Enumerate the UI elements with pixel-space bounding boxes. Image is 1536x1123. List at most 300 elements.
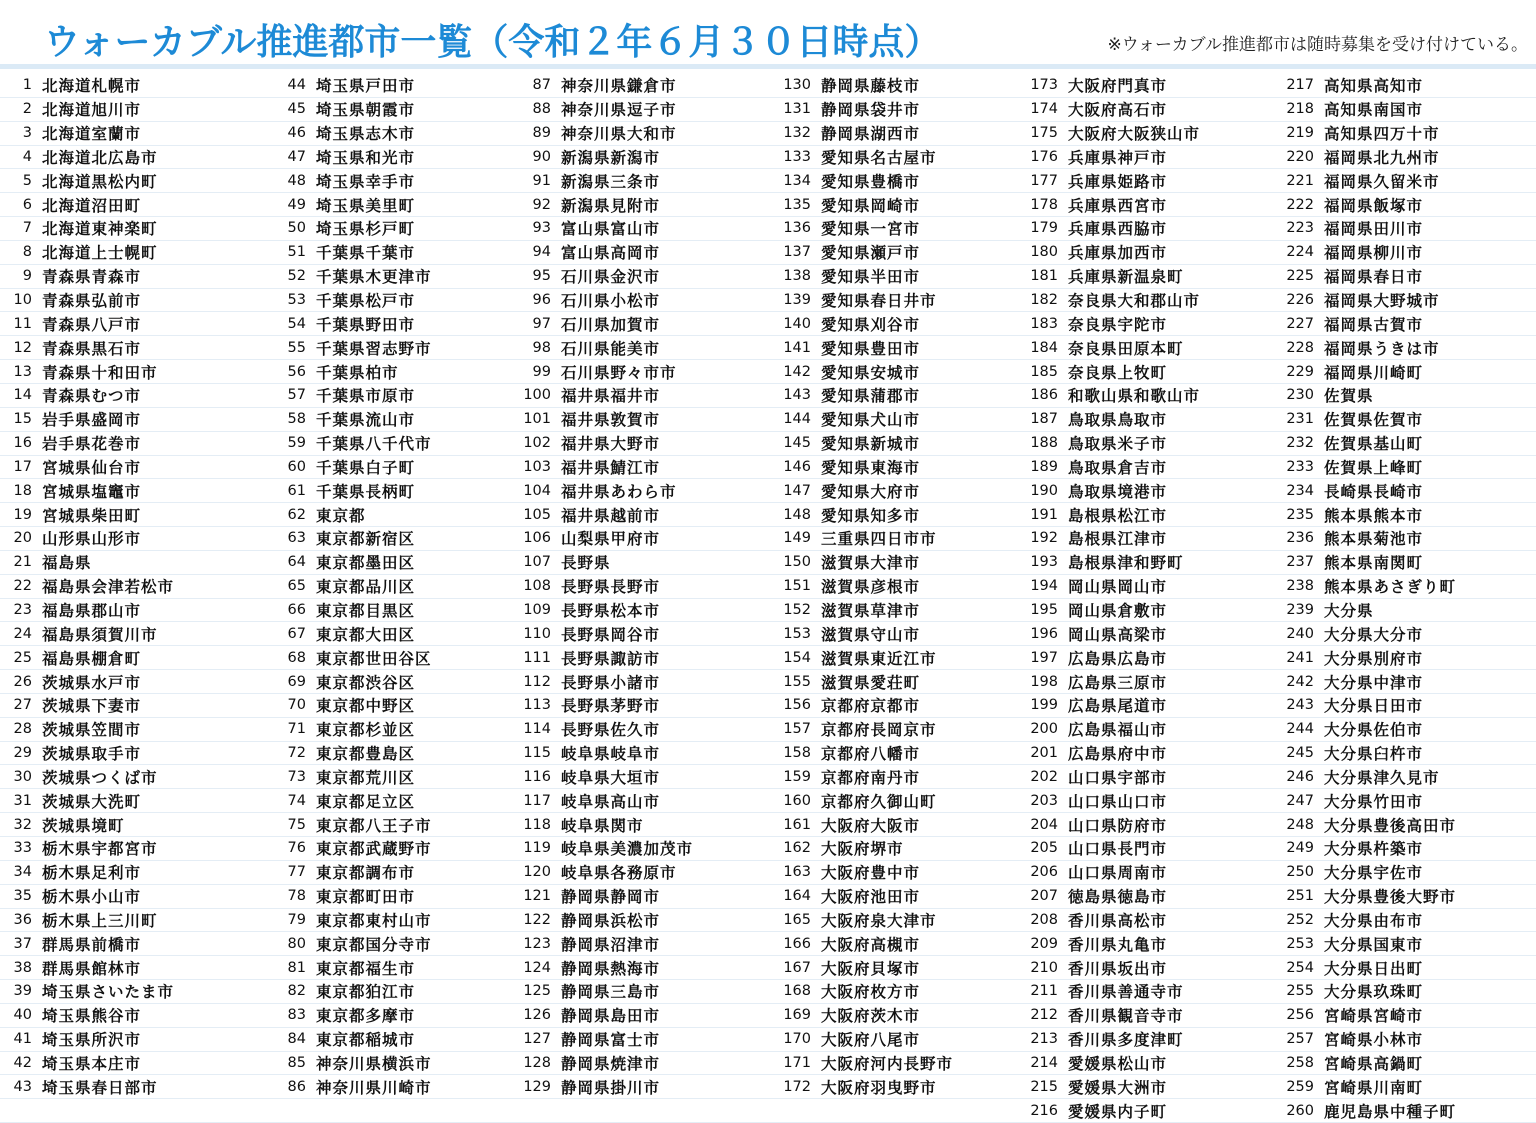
list-item-city: 栃木県小山市: [42, 888, 142, 907]
list-item: [1012, 1028, 1270, 1052]
list-item: [509, 1052, 769, 1076]
list-item-city: 福岡県北九州市: [1324, 148, 1440, 167]
list-item: [769, 479, 1012, 503]
list-item: [509, 551, 769, 575]
list-item-city: 東京都新宿区: [316, 530, 416, 549]
list-item: [264, 527, 509, 551]
list-item: [769, 1052, 1012, 1076]
list-item: [264, 956, 509, 980]
list-item: [0, 193, 264, 217]
list-item: [769, 503, 1012, 527]
list-item-city: 東京都町田市: [316, 888, 416, 907]
list-item: [769, 575, 1012, 599]
list-item-number: 89: [532, 125, 551, 142]
list-item: [509, 265, 769, 289]
list-item-city: 滋賀県東近江市: [821, 649, 937, 668]
list-item: [1270, 384, 1536, 408]
list-item-city: 岡山県倉敷市: [1068, 601, 1168, 620]
list-item-city: 宮崎県宮崎市: [1324, 1007, 1424, 1026]
list-item: [1270, 861, 1536, 885]
list-item-city: 愛知県岡崎市: [821, 196, 921, 215]
list-item-number: 202: [1030, 768, 1058, 785]
list-item-number: 150: [783, 554, 811, 571]
list-item: [264, 241, 509, 265]
list-item-number: 58: [287, 411, 306, 428]
list-item: [1270, 575, 1536, 599]
list-item-city: 埼玉県戸田市: [316, 77, 416, 96]
list-item-number: 182: [1030, 292, 1058, 309]
list-item: [0, 599, 264, 623]
list-item: [0, 646, 264, 670]
list-item: [264, 718, 509, 742]
list-item-number: 201: [1030, 745, 1058, 762]
list-item: [769, 1075, 1012, 1099]
list-item: [769, 885, 1012, 909]
list-item-number: 196: [1030, 625, 1058, 642]
list-item: [769, 1004, 1012, 1028]
list-item-city: 福岡県田川市: [1324, 220, 1424, 239]
list-item-city: 滋賀県大津市: [821, 554, 921, 573]
list-item-city: 広島県尾道市: [1068, 697, 1168, 716]
list-item-city: 大分県国東市: [1324, 935, 1424, 954]
list-item-number: 243: [1286, 697, 1314, 714]
list-item-city: 神奈川県大和市: [561, 125, 677, 144]
list-item-city: 埼玉県さいたま市: [42, 983, 175, 1002]
list-item-city: 岐阜県関市: [561, 816, 644, 835]
list-item-city: 愛媛県大洲市: [1068, 1078, 1168, 1097]
list-item: [769, 718, 1012, 742]
list-item-city: 福井県越前市: [561, 506, 661, 525]
list-item: [509, 980, 769, 1004]
list-item: [0, 837, 264, 861]
list-item: [769, 336, 1012, 360]
list-item-number: 27: [13, 697, 32, 714]
list-item: [1270, 456, 1536, 480]
list-item: [0, 789, 264, 813]
list-item-city: 大阪府泉大津市: [821, 911, 937, 930]
list-item-city: 岐阜県高山市: [561, 792, 661, 811]
list-item-city: 福井県鯖江市: [561, 458, 661, 477]
list-item-number: 213: [1030, 1031, 1058, 1048]
list-item-number: 73: [287, 768, 306, 785]
list-item-number: 224: [1286, 244, 1314, 261]
list-item-number: 187: [1030, 411, 1058, 428]
list-item-city: 東京都稲城市: [316, 1031, 416, 1050]
list-item-number: 2: [22, 101, 32, 118]
list-item-city: 千葉県千葉市: [316, 244, 416, 263]
list-item-city: 京都府京都市: [821, 697, 921, 716]
list-item-city: 茨城県大洗町: [42, 792, 142, 811]
list-item-number: 214: [1030, 1055, 1058, 1072]
list-item-city: 長野県: [561, 554, 611, 573]
list-item: [0, 1028, 264, 1052]
list-item: [1012, 956, 1270, 980]
list-item: [264, 193, 509, 217]
list-item-number: 7: [22, 220, 32, 237]
list-item-number: 250: [1286, 864, 1314, 881]
list-item-number: 157: [783, 721, 811, 738]
list-item-number: 16: [13, 435, 32, 452]
list-item-number: 190: [1030, 482, 1058, 499]
list-item-number: 59: [287, 435, 306, 452]
list-item: [0, 622, 264, 646]
list-item-city: 長野県諏訪市: [561, 649, 661, 668]
list-item-number: 29: [13, 745, 32, 762]
list-item-number: 239: [1286, 601, 1314, 618]
list-item: [509, 622, 769, 646]
list-item-number: 54: [287, 315, 306, 332]
list-item-number: 43: [13, 1078, 32, 1095]
list-item-city: 島根県松江市: [1068, 506, 1168, 525]
list-item-city: 石川県能美市: [561, 339, 661, 358]
list-item: [264, 312, 509, 336]
list-item-city: 東京都豊島区: [316, 745, 416, 764]
list-item-number: 31: [13, 792, 32, 809]
list-item-city: 熊本県南関町: [1324, 554, 1424, 573]
list-item-number: 18: [13, 482, 32, 499]
list-item: [1270, 241, 1536, 265]
list-item-city: 香川県高松市: [1068, 911, 1168, 930]
list-item: [264, 169, 509, 193]
list-item-city: 熊本県菊池市: [1324, 530, 1424, 549]
list-item: [1012, 1099, 1270, 1123]
list-item: [509, 1004, 769, 1028]
list-item-number: 75: [287, 816, 306, 833]
list-item-number: 116: [523, 768, 551, 785]
list-item: [1012, 551, 1270, 575]
list-item-number: 1: [22, 77, 32, 94]
list-item-city: 千葉県市原市: [316, 387, 416, 406]
list-item-city: 高知県南国市: [1324, 101, 1424, 120]
list-item-number: 110: [523, 625, 551, 642]
list-item-number: 144: [783, 411, 811, 428]
list-item-number: 237: [1286, 554, 1314, 571]
list-item-number: 107: [523, 554, 551, 571]
list-item-city: 愛知県刈谷市: [821, 315, 921, 334]
list-item: [1012, 599, 1270, 623]
list-item: [769, 265, 1012, 289]
list-item: [0, 551, 264, 575]
list-item-number: 125: [523, 983, 551, 1000]
list-item: [1012, 980, 1270, 1004]
list-item-number: 247: [1286, 792, 1314, 809]
list-item-city: 青森県青森市: [42, 268, 142, 287]
list-item-number: 179: [1030, 220, 1058, 237]
list-item-city: 福岡県柳川市: [1324, 244, 1424, 263]
list-item-city: 東京都福生市: [316, 959, 416, 978]
list-item-city: 香川県多度津町: [1068, 1031, 1184, 1050]
list-item-city: 高知県四万十市: [1324, 125, 1440, 144]
list-item-city: 京都府長岡京市: [821, 721, 937, 740]
list-item: [264, 479, 509, 503]
list-item: [509, 146, 769, 170]
list-item-number: 226: [1286, 292, 1314, 309]
list-item: [1270, 599, 1536, 623]
list-item-number: 93: [532, 220, 551, 237]
list-item-number: 50: [287, 220, 306, 237]
list-item-city: 高知県高知市: [1324, 77, 1424, 96]
list-item-number: 113: [523, 697, 551, 714]
list-item: [769, 813, 1012, 837]
list-item: [264, 694, 509, 718]
list-item-city: 静岡県三島市: [561, 983, 661, 1002]
list-item-city: 岐阜県各務原市: [561, 864, 677, 883]
list-item-number: 41: [13, 1031, 32, 1048]
list-item-city: 広島県広島市: [1068, 649, 1168, 668]
list-item-city: 群馬県前橋市: [42, 935, 142, 954]
list-item-city: 青森県十和田市: [42, 363, 158, 382]
list-item-number: 9: [22, 268, 32, 285]
list-item-number: 91: [532, 172, 551, 189]
list-item: [1012, 861, 1270, 885]
header-divider: [0, 64, 1536, 69]
list-item-number: 63: [287, 530, 306, 547]
list-item-city: 兵庫県西脇市: [1068, 220, 1168, 239]
list-item-city: 大分県竹田市: [1324, 792, 1424, 811]
list-item-number: 158: [783, 745, 811, 762]
list-item-number: 165: [783, 911, 811, 928]
list-item-number: 249: [1286, 840, 1314, 857]
list-item: [1270, 718, 1536, 742]
list-item-city: 大分県杵築市: [1324, 840, 1424, 859]
list-item-number: 14: [13, 387, 32, 404]
list-item-number: 15: [13, 411, 32, 428]
list-item: [509, 408, 769, 432]
list-item-city: 静岡県藤枝市: [821, 77, 921, 96]
list-item: [769, 456, 1012, 480]
list-item-number: 169: [783, 1007, 811, 1024]
list-item-city: 大阪府高槻市: [821, 935, 921, 954]
list-item-city: 東京都足立区: [316, 792, 416, 811]
list-item-number: 127: [523, 1031, 551, 1048]
list-item: [509, 765, 769, 789]
list-item: [1270, 885, 1536, 909]
list-item-number: 147: [783, 482, 811, 499]
list-item: [509, 289, 769, 313]
list-item-city: 埼玉県朝霞市: [316, 101, 416, 120]
list-item: [769, 169, 1012, 193]
list-item-number: 3: [22, 125, 32, 142]
list-item-number: 86: [287, 1078, 306, 1095]
list-item-city: 静岡県袋井市: [821, 101, 921, 120]
list-item-number: 106: [523, 530, 551, 547]
list-item-number: 19: [13, 506, 32, 523]
list-item-number: 129: [523, 1078, 551, 1095]
list-item-city: 奈良県上牧町: [1068, 363, 1168, 382]
list-item-number: 212: [1030, 1007, 1058, 1024]
list-column: [264, 74, 509, 1097]
list-item: [769, 384, 1012, 408]
list-item: [1012, 384, 1270, 408]
list-item-number: 112: [523, 673, 551, 690]
list-item: [1270, 1028, 1536, 1052]
list-item-city: 岩手県花巻市: [42, 435, 142, 454]
list-item-number: 39: [13, 983, 32, 1000]
list-item-number: 64: [287, 554, 306, 571]
list-item-city: 東京都墨田区: [316, 554, 416, 573]
list-item: [0, 289, 264, 313]
list-item-city: 静岡県熱海市: [561, 959, 661, 978]
list-item-number: 128: [523, 1055, 551, 1072]
list-item-number: 44: [287, 77, 306, 94]
list-item-city: 奈良県大和郡山市: [1068, 292, 1201, 311]
list-item-city: 長野県佐久市: [561, 721, 661, 740]
list-item-city: 静岡県富士市: [561, 1031, 661, 1050]
list-item-number: 228: [1286, 339, 1314, 356]
list-item: [769, 861, 1012, 885]
list-item: [0, 861, 264, 885]
list-item: [509, 169, 769, 193]
list-item-number: 146: [783, 458, 811, 475]
list-item-number: 139: [783, 292, 811, 309]
list-item-number: 131: [783, 101, 811, 118]
list-item-city: 千葉県白子町: [316, 458, 416, 477]
list-item: [1270, 1004, 1536, 1028]
list-item-number: 246: [1286, 768, 1314, 785]
list-item: [769, 956, 1012, 980]
list-item-city: 埼玉県熊谷市: [42, 1007, 142, 1026]
list-item: [1012, 312, 1270, 336]
list-item-city: 大阪府堺市: [821, 840, 904, 859]
list-item-city: 新潟県三条市: [561, 172, 661, 191]
list-item-number: 180: [1030, 244, 1058, 261]
list-item: [509, 74, 769, 98]
list-item: [769, 765, 1012, 789]
list-item-city: 宮崎県高鍋町: [1324, 1055, 1424, 1074]
list-item: [1270, 1075, 1536, 1099]
list-item-number: 61: [287, 482, 306, 499]
list-item: [1012, 1052, 1270, 1076]
list-item-city: 埼玉県志木市: [316, 125, 416, 144]
list-item: [264, 861, 509, 885]
list-item: [769, 527, 1012, 551]
list-column: [1012, 74, 1270, 1121]
list-item: [509, 479, 769, 503]
list-item-city: 北海道上士幌町: [42, 244, 158, 263]
list-item-number: 172: [783, 1078, 811, 1095]
list-column: [1270, 74, 1536, 1121]
list-item: [509, 432, 769, 456]
list-item-number: 238: [1286, 578, 1314, 595]
list-item-city: 石川県小松市: [561, 292, 661, 311]
list-item: [1270, 789, 1536, 813]
list-item-number: 4: [22, 148, 32, 165]
list-item: [0, 432, 264, 456]
list-item-number: 177: [1030, 172, 1058, 189]
list-item-city: 長野県茅野市: [561, 697, 661, 716]
list-item: [264, 1028, 509, 1052]
list-item-number: 92: [532, 196, 551, 213]
list-item: [264, 265, 509, 289]
list-item-city: 島根県江津市: [1068, 530, 1168, 549]
list-item: [264, 670, 509, 694]
list-item: [1270, 217, 1536, 241]
list-item: [509, 241, 769, 265]
list-item: [1012, 718, 1270, 742]
list-item-city: 兵庫県加西市: [1068, 244, 1168, 263]
list-item: [1270, 146, 1536, 170]
list-item-city: 大阪府羽曳野市: [821, 1078, 937, 1097]
list-item-number: 173: [1030, 77, 1058, 94]
list-item-number: 188: [1030, 435, 1058, 452]
list-item-city: 兵庫県神戸市: [1068, 148, 1168, 167]
list-item: [0, 909, 264, 933]
list-item: [1270, 527, 1536, 551]
list-item-city: 東京都武蔵野市: [316, 840, 432, 859]
list-item-city: 島根県津和野町: [1068, 554, 1184, 573]
list-item: [1270, 837, 1536, 861]
list-item-city: 鳥取県境港市: [1068, 482, 1168, 501]
list-item-city: 京都府八幡市: [821, 745, 921, 764]
list-item: [0, 169, 264, 193]
list-item-city: 大阪府大阪市: [821, 816, 921, 835]
list-item-number: 120: [523, 864, 551, 881]
list-item: [769, 1028, 1012, 1052]
list-item-city: 群馬県館林市: [42, 959, 142, 978]
list-item: [0, 384, 264, 408]
list-item: [509, 527, 769, 551]
list-item-number: 88: [532, 101, 551, 118]
list-item-number: 123: [523, 935, 551, 952]
list-item-city: 茨城県つくば市: [42, 768, 158, 787]
list-item-number: 52: [287, 268, 306, 285]
list-item-number: 181: [1030, 268, 1058, 285]
list-item-city: 東京都多摩市: [316, 1007, 416, 1026]
list-item: [0, 122, 264, 146]
list-item: [264, 289, 509, 313]
list-item-number: 234: [1286, 482, 1314, 499]
list-item-city: 北海道旭川市: [42, 101, 142, 120]
list-item-number: 209: [1030, 935, 1058, 952]
list-item-city: 愛知県一宮市: [821, 220, 921, 239]
list-item-city: 富山県富山市: [561, 220, 661, 239]
list-item-city: 愛知県蒲郡市: [821, 387, 921, 406]
list-item: [264, 74, 509, 98]
list-item-number: 183: [1030, 315, 1058, 332]
list-item-city: 大分県豊後大野市: [1324, 888, 1457, 907]
list-item: [509, 456, 769, 480]
list-item: [0, 503, 264, 527]
list-item-city: 東京都: [316, 506, 366, 525]
list-item-number: 193: [1030, 554, 1058, 571]
list-item-city: 兵庫県新温泉町: [1068, 268, 1184, 287]
list-item-number: 34: [13, 864, 32, 881]
list-item-number: 40: [13, 1007, 32, 1024]
list-item-number: 203: [1030, 792, 1058, 809]
list-item-city: 山口県長門市: [1068, 840, 1168, 859]
list-item: [1012, 289, 1270, 313]
list-item: [769, 146, 1012, 170]
list-item-number: 47: [287, 148, 306, 165]
list-item-number: 117: [523, 792, 551, 809]
list-item-number: 104: [523, 482, 551, 499]
list-item-city: 新潟県新潟市: [561, 148, 661, 167]
list-item: [1270, 909, 1536, 933]
list-item: [769, 432, 1012, 456]
list-item: [1012, 885, 1270, 909]
list-item: [1270, 312, 1536, 336]
list-item-city: 滋賀県守山市: [821, 625, 921, 644]
list-item-city: 茨城県水戸市: [42, 673, 142, 692]
list-item-city: 熊本県あさぎり町: [1324, 578, 1457, 597]
list-item-city: 福岡県古賀市: [1324, 315, 1424, 334]
list-item: [1012, 74, 1270, 98]
list-item-number: 99: [532, 363, 551, 380]
list-item-number: 135: [783, 196, 811, 213]
list-item: [1012, 503, 1270, 527]
list-item-city: 山口県宇部市: [1068, 768, 1168, 787]
list-item-city: 大阪府豊中市: [821, 864, 921, 883]
